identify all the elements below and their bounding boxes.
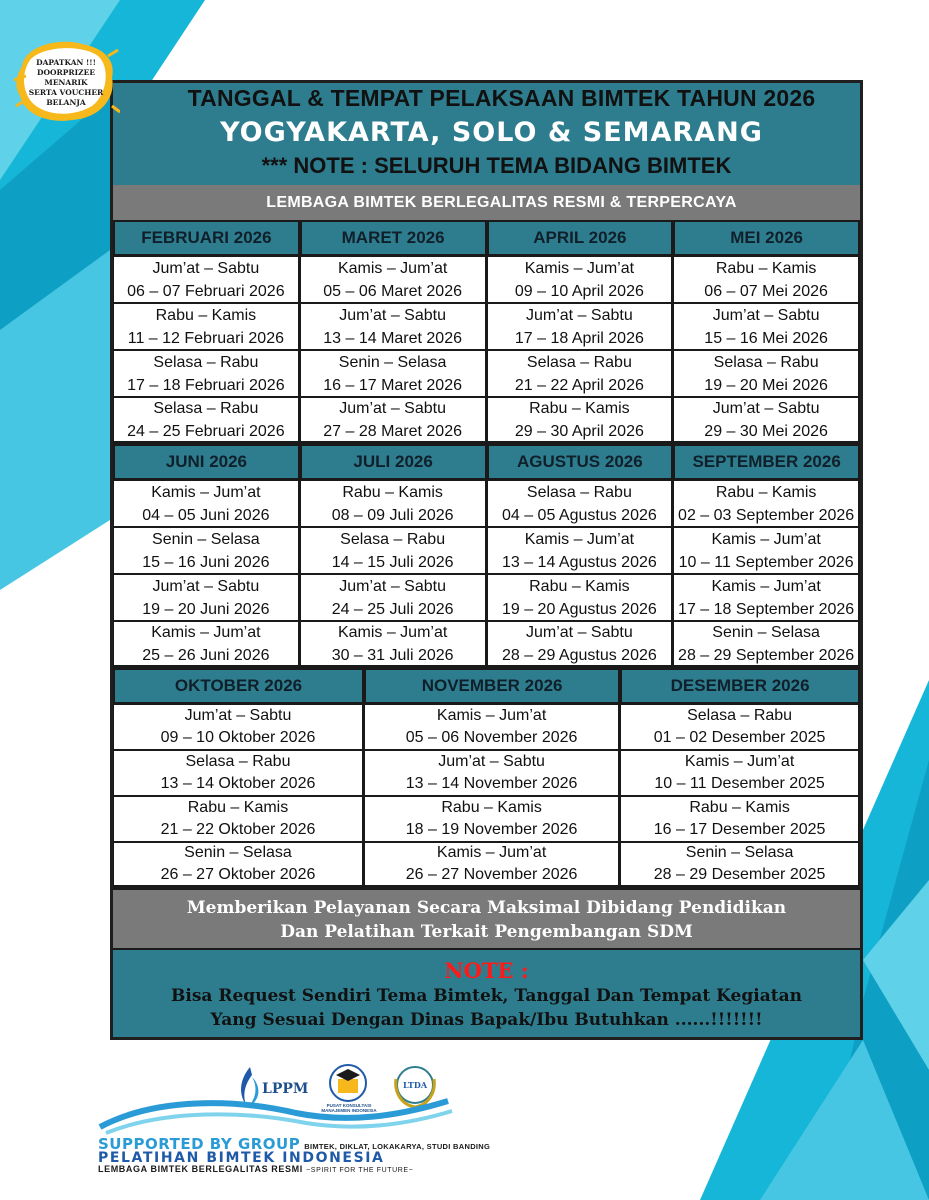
schedule-cell (113, 256, 300, 303)
schedule-days: Rabu – Kamis (715, 259, 817, 277)
schedule-cell (113, 796, 364, 842)
doorprize-badge (12, 36, 120, 124)
schedule-cell (113, 303, 300, 350)
schedule-days: Rabu – Kamis (689, 799, 790, 816)
schedule-cell (673, 480, 860, 527)
schedule-days: Jum’at – Sabtu (339, 306, 446, 324)
schedule-cell (673, 621, 860, 668)
schedule-dates: 21 – 22 Oktober 2026 (160, 821, 316, 838)
schedule-days: Kamis – Jum’at (436, 844, 547, 861)
month-header: MEI 2026 (673, 220, 860, 256)
month-header: APRIL 2026 (487, 220, 674, 256)
schedule-cell (620, 704, 860, 750)
schedule-days: Kamis – Jum’at (711, 530, 821, 548)
schedule-dates: 01 – 02 Desember 2025 (653, 729, 826, 746)
schedule-dates: 26 – 27 Oktober 2026 (160, 866, 316, 883)
schedule-days: Jum’at – Sabtu (339, 577, 446, 595)
schedule-cell (620, 796, 860, 842)
header (113, 83, 860, 185)
schedule-grid (113, 220, 860, 888)
schedule-cell (113, 750, 364, 796)
schedule-days: Senin – Selasa (338, 353, 447, 371)
schedule-days: Jum’at – Sabtu (152, 259, 260, 277)
schedule-days: Selasa – Rabu (713, 353, 819, 371)
schedule-cell (487, 397, 674, 444)
schedule-row (113, 796, 860, 842)
schedule-cell (487, 574, 674, 621)
schedule-row (113, 574, 860, 621)
schedule-cell (300, 480, 487, 527)
schedule-days: Rabu – Kamis (441, 799, 542, 816)
schedule-dates: 19 – 20 Juni 2026 (142, 600, 270, 618)
schedule-days: Kamis – Jum’at (711, 577, 821, 595)
schedule-cell (620, 750, 860, 796)
pusat-konsultasi-logo: PUSAT KONSULTASI MANAJEMEN INDONESIA (318, 1061, 378, 1119)
schedule-cell (673, 574, 860, 621)
schedule-days: Selasa – Rabu (526, 483, 632, 501)
schedule-dates: 15 – 16 Juni 2026 (142, 553, 270, 571)
schedule-dates: 17 – 18 Februari 2026 (127, 376, 285, 394)
schedule-cell (364, 842, 620, 888)
schedule-dates: 28 – 29 Desember 2025 (653, 866, 826, 883)
schedule-cell (364, 796, 620, 842)
schedule-days: Jum’at – Sabtu (339, 399, 446, 417)
subtitle-bar: LEMBAGA BIMTEK BERLEGALITAS RESMI & TERPERCAYA (113, 185, 860, 220)
schedule-row (113, 750, 860, 796)
schedule-cell (113, 574, 300, 621)
note-title: NOTE : (444, 958, 529, 983)
schedule-days: Kamis – Jum’at (337, 259, 448, 277)
promo-line-2: Dan Pelatihan Terkait Pengembangan SDM (280, 922, 693, 942)
schedule-row (113, 621, 860, 668)
schedule-cell (300, 303, 487, 350)
schedule-dates: 08 – 09 Juli 2026 (331, 506, 454, 524)
schedule-days: Kamis – Jum’at (337, 623, 448, 641)
schedule-dates: 21 – 22 April 2026 (514, 376, 644, 394)
schedule-panel (110, 80, 863, 1040)
schedule-cell (113, 704, 364, 750)
schedule-cell (673, 350, 860, 397)
schedule-days: Selasa – Rabu (185, 753, 291, 770)
schedule-dates: 24 – 25 Juli 2026 (331, 600, 454, 618)
schedule-dates: 30 – 31 Juli 2026 (331, 646, 454, 664)
month-header: JUNI 2026 (113, 444, 300, 480)
schedule-row (113, 527, 860, 574)
schedule-days: Kamis – Jum’at (524, 259, 635, 277)
schedule-cell (487, 621, 674, 668)
schedule-dates: 04 – 05 Juni 2026 (142, 506, 270, 524)
schedule-dates: 19 – 20 Mei 2026 (704, 376, 828, 394)
schedule-days: Rabu – Kamis (529, 577, 630, 595)
schedule-dates: 19 – 20 Agustus 2026 (501, 600, 657, 618)
schedule-dates: 06 – 07 Februari 2026 (127, 282, 285, 300)
schedule-dates: 10 – 11 Desember 2025 (654, 775, 825, 792)
schedule-cell (673, 303, 860, 350)
schedule-days: Rabu – Kamis (342, 483, 443, 501)
schedule-row (113, 350, 860, 397)
promo-line-1: Memberikan Pelayanan Secara Maksimal Dibidang Pendidikan (186, 898, 787, 918)
schedule-cell (487, 480, 674, 527)
footer-logos (96, 1055, 491, 1185)
schedule-dates: 09 – 10 Oktober 2026 (160, 729, 316, 746)
schedule-row (113, 480, 860, 527)
schedule-cell (487, 350, 674, 397)
schedule-cell (113, 397, 300, 444)
schedule-dates: 29 – 30 Mei 2026 (704, 422, 828, 440)
month-header-row-2 (113, 444, 860, 480)
schedule-cell (673, 256, 860, 303)
schedule-dates: 09 – 10 April 2026 (514, 282, 644, 300)
schedule-cell (300, 527, 487, 574)
schedule-cell (113, 842, 364, 888)
month-header-row-1 (113, 220, 860, 256)
schedule-days: Rabu – Kamis (187, 799, 289, 816)
schedule-cell (300, 621, 487, 668)
schedule-dates: 28 – 29 September 2026 (678, 646, 855, 664)
schedule-days: Kamis – Jum’at (524, 530, 635, 548)
schedule-days: Senin – Selasa (712, 623, 820, 641)
schedule-dates: 05 – 06 Maret 2026 (323, 282, 462, 300)
title-line-2: YOGYAKARTA, SOLO & SEMARANG (220, 117, 763, 148)
supported-by-text: SUPPORTED BY GROUP BIMTEK, DIKLAT, LOKAKARYA, STUDI BANDING PELATIHAN BIMTEK INDONESIA LEMBAGA BIMTEK BERLEGALITAS RESMI ~SPIRIT FOR THE FUTURE~ (98, 1135, 491, 1174)
schedule-dates: 27 – 28 Maret 2026 (323, 422, 462, 440)
month-header: NOVEMBER 2026 (364, 668, 620, 704)
note-line-2: Yang Sesuai Dengan Dinas Bapak/Ibu Butuhkan ......!!!!!!! (210, 1010, 763, 1030)
schedule-dates: 13 – 14 Oktober 2026 (160, 775, 316, 792)
note-line-1: Bisa Request Sendiri Tema Bimtek, Tanggal Dan Tempat Kegiatan (171, 986, 802, 1006)
schedule-dates: 16 – 17 Desember 2025 (653, 821, 826, 838)
svg-text:LTDA: LTDA (402, 1080, 428, 1090)
schedule-cell (300, 256, 487, 303)
schedule-dates: 25 – 26 Juni 2026 (142, 646, 270, 664)
schedule-days: Senin – Selasa (184, 844, 292, 861)
month-header: SEPTEMBER 2026 (673, 444, 860, 480)
schedule-cell (300, 350, 487, 397)
schedule-days: Rabu – Kamis (529, 399, 630, 417)
badge-text: DAPATKAN !!! DOORPRIZEE MENARIK SERTA VOUCHER BELANJA (28, 58, 104, 107)
schedule-days: Jum’at – Sabtu (712, 306, 820, 324)
title-line-3: *** NOTE : SELURUH TEMA BIDANG BIMTEK (261, 153, 732, 178)
month-header: JULI 2026 (300, 444, 487, 480)
schedule-dates: 17 – 18 April 2026 (514, 329, 644, 347)
schedule-cell (487, 256, 674, 303)
schedule-row (113, 397, 860, 444)
schedule-days: Kamis – Jum’at (151, 483, 261, 501)
schedule-days: Jum’at – Sabtu (526, 306, 633, 324)
schedule-dates: 26 – 27 November 2026 (405, 866, 578, 883)
schedule-dates: 13 – 14 November 2026 (405, 775, 578, 792)
schedule-cell (673, 397, 860, 444)
promo-banner (113, 888, 860, 948)
schedule-cell (673, 527, 860, 574)
schedule-cell (487, 527, 674, 574)
schedule-days: Kamis – Jum’at (684, 753, 795, 770)
schedule-cell (364, 704, 620, 750)
schedule-days: Rabu – Kamis (155, 306, 257, 324)
schedule-dates: 04 – 05 Agustus 2026 (501, 506, 657, 524)
wave-swoosh-icon (96, 1093, 456, 1137)
schedule-dates: 17 – 18 September 2026 (678, 600, 855, 618)
schedule-dates: 11 – 12 Februari 2026 (127, 329, 284, 347)
schedule-dates: 24 – 25 Februari 2026 (127, 422, 285, 440)
title-line-1: TANGGAL & TEMPAT PELAKSAAN BIMTEK TAHUN 2026 (187, 85, 816, 111)
schedule-cell (113, 480, 300, 527)
schedule-dates: 05 – 06 November 2026 (405, 729, 578, 746)
schedule-cell (300, 574, 487, 621)
schedule-days: Jum’at – Sabtu (152, 577, 260, 595)
schedule-days: Rabu – Kamis (715, 483, 817, 501)
schedule-cell (487, 303, 674, 350)
note-banner (113, 948, 860, 1040)
schedule-days: Jum’at – Sabtu (438, 753, 545, 770)
schedule-days: Selasa – Rabu (340, 530, 446, 548)
schedule-row (113, 303, 860, 350)
schedule-dates: 18 – 19 November 2026 (405, 821, 578, 838)
schedule-days: Senin – Selasa (685, 844, 794, 861)
schedule-dates: 14 – 15 Juli 2026 (331, 553, 454, 571)
schedule-cell (113, 350, 300, 397)
schedule-days: Kamis – Jum’at (436, 707, 547, 724)
month-header: AGUSTUS 2026 (487, 444, 674, 480)
schedule-row (113, 842, 860, 888)
schedule-days: Jum’at – Sabtu (526, 623, 633, 641)
month-header: MARET 2026 (300, 220, 487, 256)
schedule-dates: 29 – 30 April 2026 (514, 422, 644, 440)
schedule-dates: 02 – 03 September 2026 (678, 506, 855, 524)
month-header: OKTOBER 2026 (113, 668, 364, 704)
schedule-dates: 06 – 07 Mei 2026 (704, 282, 828, 300)
schedule-cell (113, 621, 300, 668)
schedule-dates: 10 – 11 September 2026 (678, 553, 854, 571)
schedule-row (113, 704, 860, 750)
month-header: FEBRUARI 2026 (113, 220, 300, 256)
schedule-cell (113, 527, 300, 574)
schedule-days: Kamis – Jum’at (151, 623, 261, 641)
schedule-days: Selasa – Rabu (153, 353, 259, 371)
schedule-dates: 13 – 14 Agustus 2026 (501, 553, 657, 571)
schedule-dates: 13 – 14 Maret 2026 (323, 329, 462, 347)
schedule-days: Senin – Selasa (152, 530, 260, 548)
schedule-cell (620, 842, 860, 888)
schedule-cell (364, 750, 620, 796)
schedule-dates: 16 – 17 Maret 2026 (323, 376, 462, 394)
schedule-cell (300, 397, 487, 444)
schedule-dates: 28 – 29 Agustus 2026 (501, 646, 657, 664)
schedule-row (113, 256, 860, 303)
schedule-dates: 15 – 16 Mei 2026 (704, 329, 828, 347)
month-header-row-3 (113, 668, 860, 704)
schedule-days: Jum’at – Sabtu (184, 707, 292, 724)
schedule-days: Jum’at – Sabtu (712, 399, 820, 417)
schedule-days: Selasa – Rabu (687, 707, 793, 724)
lppm-logo: LPPM (236, 1065, 262, 1116)
schedule-days: Selasa – Rabu (526, 353, 632, 371)
month-header: DESEMBER 2026 (620, 668, 860, 704)
schedule-days: Selasa – Rabu (153, 399, 259, 417)
